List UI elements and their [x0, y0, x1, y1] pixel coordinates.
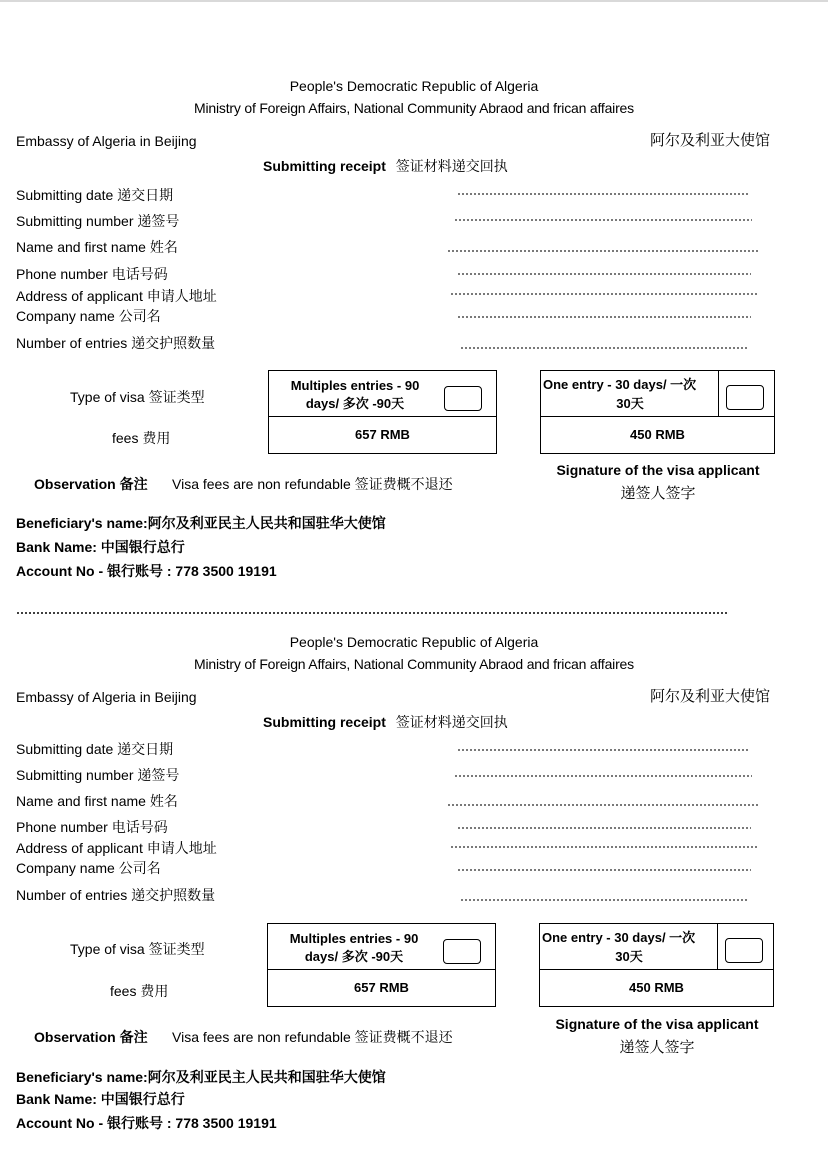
- field-name: Name and first name 姓名: [16, 239, 178, 255]
- single-entry-divider: [718, 371, 719, 416]
- field-submitting-date: Submitting date 递交日期: [16, 741, 174, 757]
- field-phone-line: [457, 273, 751, 275]
- embassy-name-cn: 阿尔及利亚大使馆: [649, 132, 770, 149]
- embassy-name-cn: 阿尔及利亚大使馆: [649, 688, 770, 705]
- multi-entry-fee: 657 RMB: [268, 416, 497, 454]
- field-submitting-number: Submitting number 递签号: [16, 213, 180, 229]
- observation-text: Visa fees are non refundable 签证费概不退还: [172, 1029, 453, 1045]
- observation-label: [34, 474, 148, 494]
- country-title: People's Democratic Republic of Algeria: [289, 634, 539, 650]
- single-entry-fee: 450 RMB: [539, 969, 774, 1007]
- field-address-line: [450, 293, 758, 295]
- receipt-copy-1: [0, 0, 828, 555]
- field-company: Company name 公司名: [16, 860, 161, 876]
- visa-type-label: Type of visa 签证类型: [70, 389, 205, 405]
- single-entry-line2: 30天: [615, 949, 643, 964]
- multi-entry-line2: days/ 多次 -90天: [304, 949, 404, 964]
- multi-entry-line2: days/ 多次 -90天: [305, 396, 405, 411]
- signature-label-cn: 递签人签字: [620, 485, 696, 502]
- ministry-title: Ministry of Foreign Affairs, National Community Abraod and frican affaires: [194, 100, 634, 116]
- observation-label-text: Observation 备注: [34, 476, 148, 492]
- receipt-title: [263, 712, 508, 732]
- ministry-title: Ministry of Foreign Affairs, National Community Abraod and frican affaires: [194, 656, 634, 672]
- beneficiary-name: Beneficiary's name:阿尔及利亚民主人民共和国驻华大使馆: [16, 1069, 386, 1085]
- multi-entry-option: [268, 370, 497, 417]
- beneficiary-name: Beneficiary's name:阿尔及利亚民主人民共和国驻华大使馆: [16, 515, 386, 531]
- receipt-copy-2: [0, 556, 828, 1096]
- field-entries: Number of entries 递交护照数量: [16, 335, 216, 351]
- receipt-title: [263, 156, 508, 176]
- account-number: Account No - 银行账号 : 778 3500 19191: [16, 563, 277, 579]
- field-name: Name and first name 姓名: [16, 793, 178, 809]
- single-entry-option: [540, 370, 775, 417]
- field-entries-line: [460, 347, 748, 349]
- receipt-title-en: Submitting receipt: [263, 714, 386, 730]
- field-phone: Phone number 电话号码: [16, 819, 168, 835]
- field-submitting-date-line: [457, 193, 749, 195]
- field-phone: Phone number 电话号码: [16, 266, 168, 282]
- multi-entry-checkbox[interactable]: [444, 386, 482, 411]
- field-company-line: [457, 869, 751, 871]
- embassy-name-en: Embassy of Algeria in Beijing: [16, 689, 197, 705]
- field-submitting-number-line: [454, 219, 752, 221]
- field-submitting-date: Submitting date 递交日期: [16, 187, 174, 203]
- embassy-name-en: Embassy of Algeria in Beijing: [16, 133, 197, 149]
- single-entry-checkbox[interactable]: [726, 385, 764, 410]
- single-entry-line1: One entry - 30 days/ 一次: [543, 377, 697, 392]
- visa-type-label: Type of visa 签证类型: [70, 941, 205, 957]
- field-name-line: [447, 250, 759, 252]
- multi-entry-fee: 657 RMB: [267, 969, 496, 1007]
- field-entries: Number of entries 递交护照数量: [16, 887, 216, 903]
- single-entry-option: [539, 923, 774, 970]
- signature-label-en: Signature of the visa applicant: [556, 462, 760, 478]
- multi-entry-line1: Multiples entries - 90: [289, 931, 419, 946]
- field-address: Address of applicant 申请人地址: [16, 840, 217, 856]
- field-entries-line: [460, 899, 748, 901]
- account-number: Account No - 银行账号 : 778 3500 19191: [16, 1115, 277, 1131]
- country-title: People's Democratic Republic of Algeria: [289, 78, 539, 94]
- multi-entry-checkbox[interactable]: [443, 939, 481, 964]
- field-name-line: [447, 804, 759, 806]
- multi-entry-option: [267, 923, 496, 970]
- single-entry-fee: 450 RMB: [540, 416, 775, 454]
- signature-label-en: Signature of the visa applicant: [555, 1016, 759, 1032]
- receipt-title-en: Submitting receipt: [263, 158, 386, 174]
- field-submitting-date-line: [457, 749, 749, 751]
- field-phone-line: [457, 827, 751, 829]
- field-submitting-number-line: [454, 775, 752, 777]
- field-address-line: [450, 846, 758, 848]
- fees-label: fees 费用: [110, 983, 169, 999]
- field-company-line: [457, 316, 751, 318]
- field-address: Address of applicant 申请人地址: [16, 288, 217, 304]
- receipt-title-cn: 签证材料递交回执: [395, 158, 508, 174]
- single-entry-divider: [717, 924, 718, 969]
- field-company: Company name 公司名: [16, 308, 161, 324]
- receipt-title-cn: 签证材料递交回执: [395, 714, 508, 730]
- single-entry-line1: One entry - 30 days/ 一次: [542, 930, 696, 945]
- fees-label: fees 费用: [112, 430, 171, 446]
- multi-entry-line1: Multiples entries - 90: [290, 378, 420, 393]
- observation-text: Visa fees are non refundable 签证费概不退还: [172, 476, 453, 492]
- bank-name: Bank Name: 中国银行总行: [16, 1091, 185, 1107]
- bank-name: Bank Name: 中国银行总行: [16, 539, 185, 555]
- observation-label: Observation 备注: [34, 1029, 148, 1045]
- field-submitting-number: Submitting number 递签号: [16, 767, 180, 783]
- signature-label-cn: 递签人签字: [619, 1039, 695, 1056]
- single-entry-line2: 30天: [616, 396, 644, 411]
- single-entry-checkbox[interactable]: [725, 938, 763, 963]
